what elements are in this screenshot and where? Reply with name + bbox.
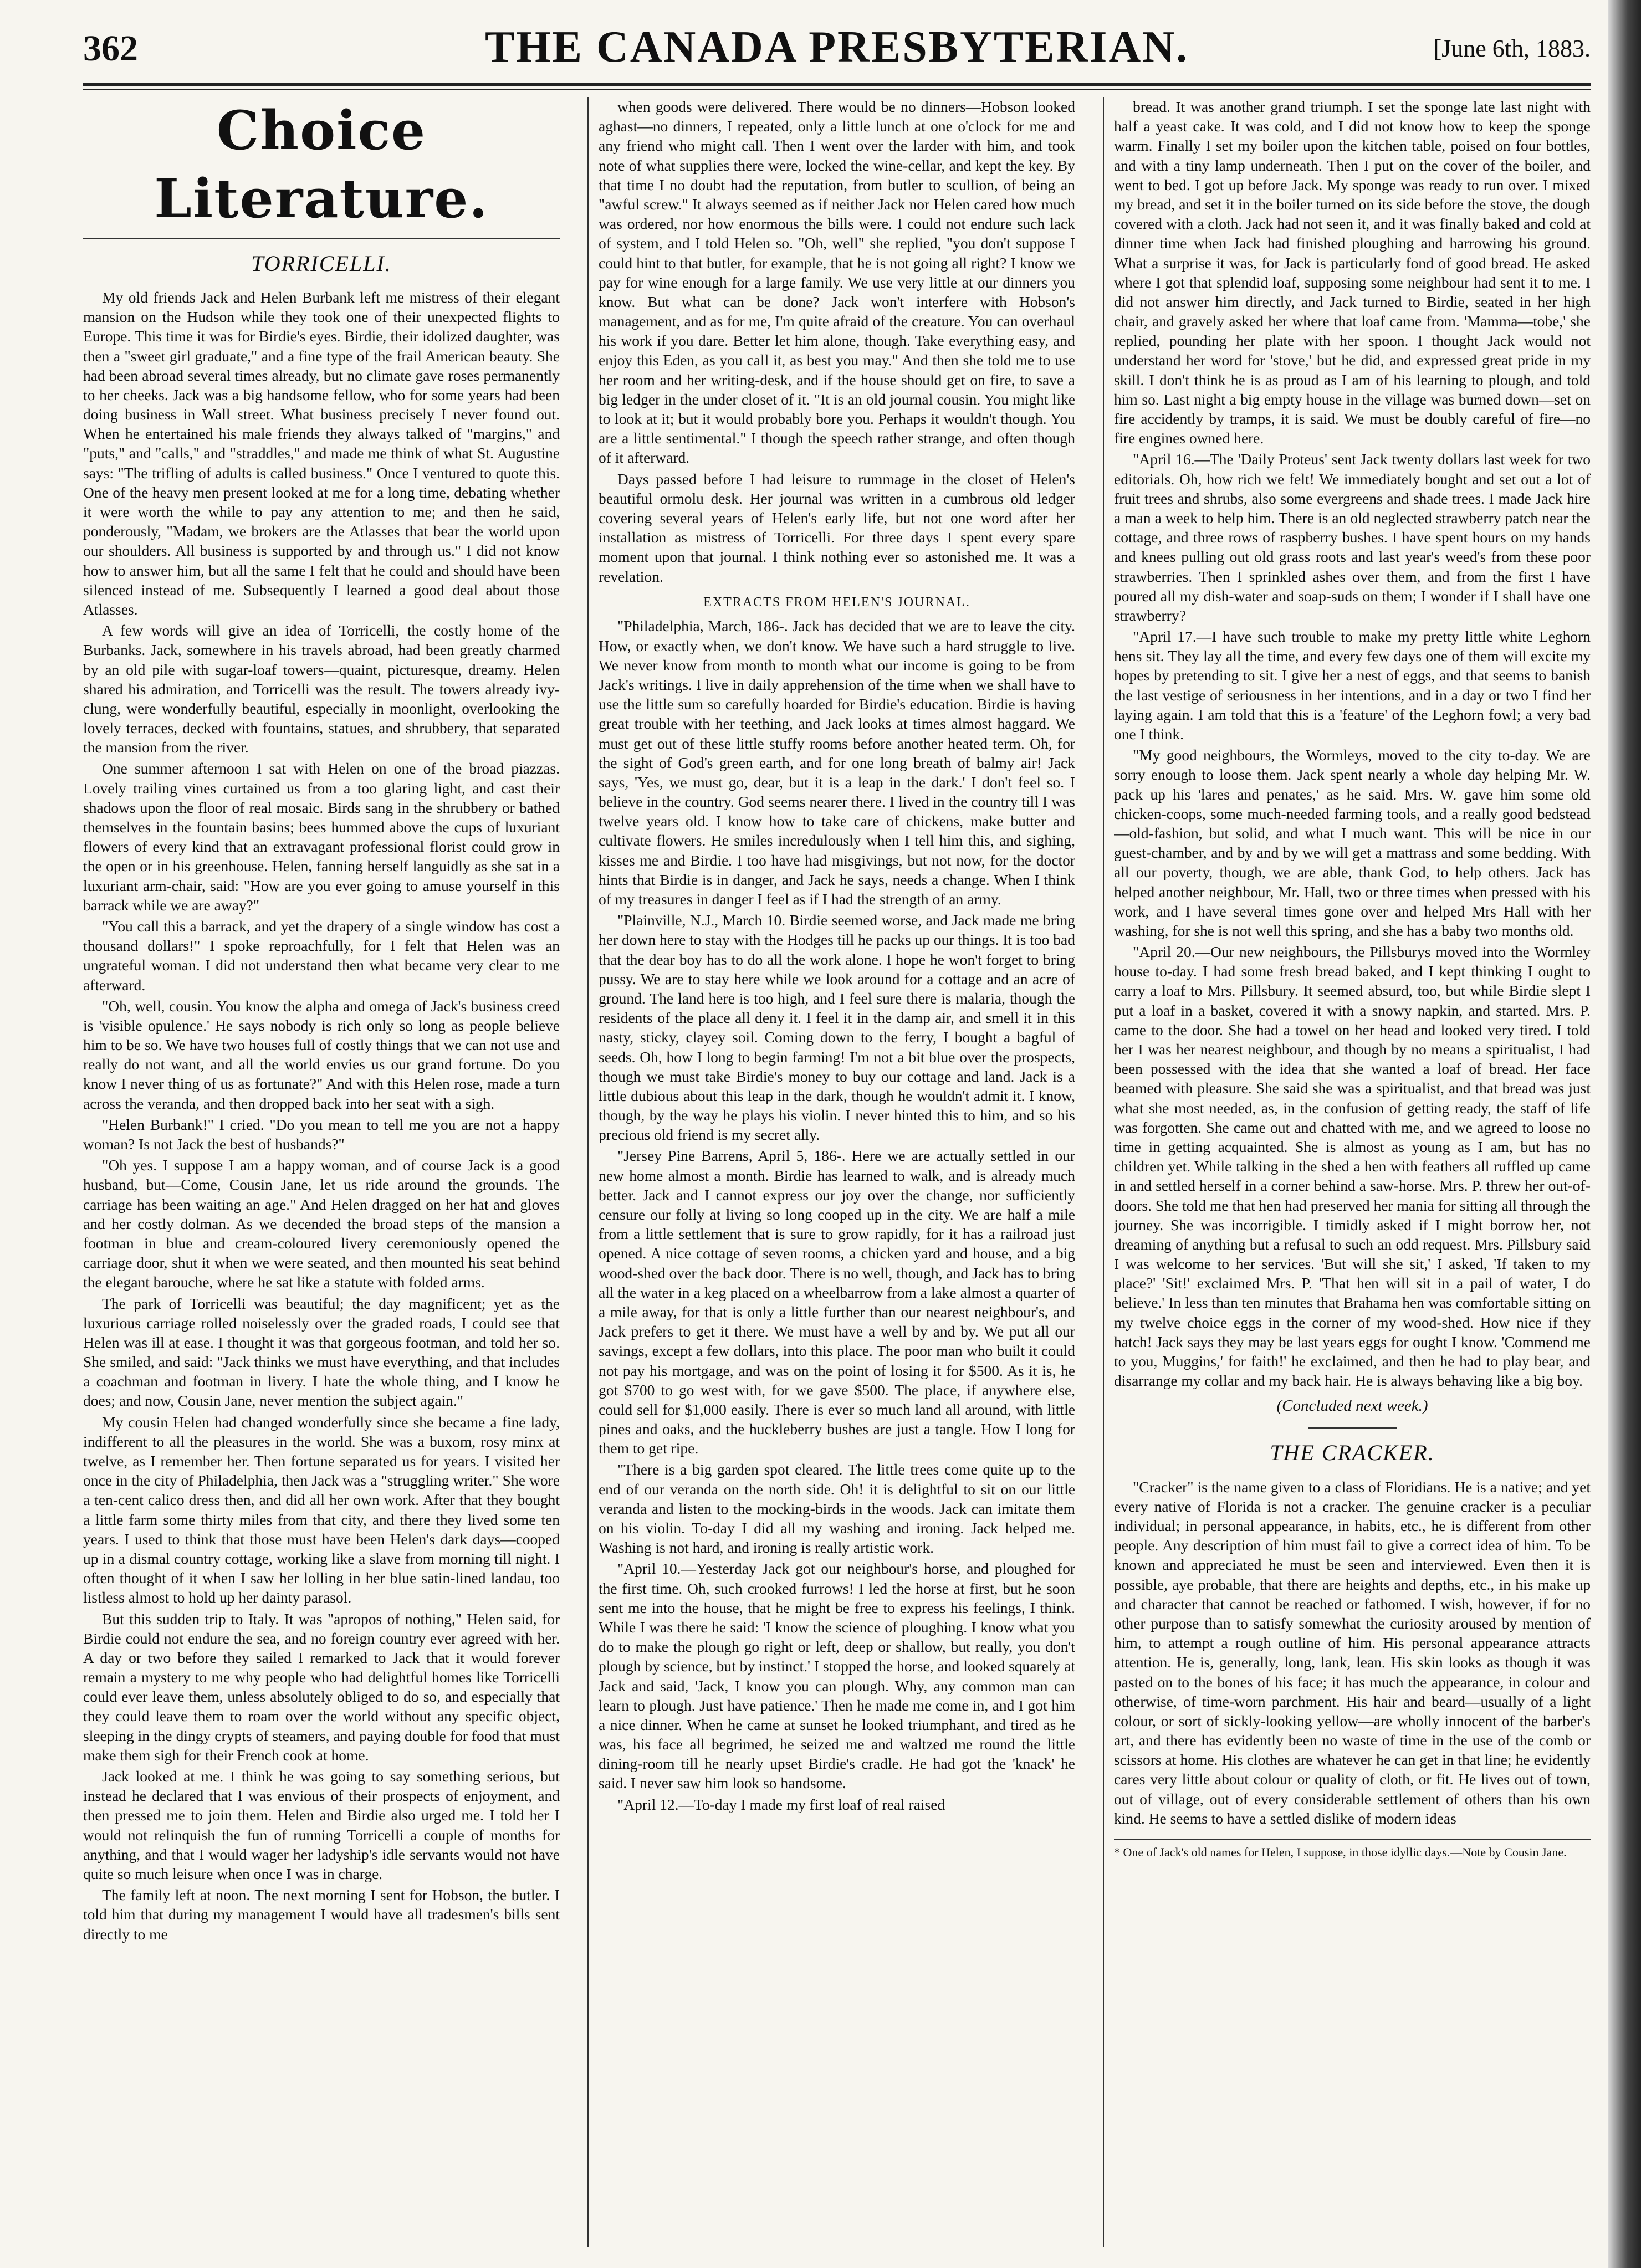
paragraph: "April 10.—Yesterday Jack got our neighbour's horse, and ploughed for the first time. Oh, such crooked furrows! I led the horse at first, but he soon sent me into the house, that he might be free to express his feelings, I think. While I was there he said: 'I know the science of ploughing. I know what you do to make the plough go right or left, deep or shallow, but really, you don't plough by science, but by instinct.' I stopped the horse, and looked squarely at Jack and said, 'Jack, I know you can plough. Why, any common man can learn to plough. Just have patience.' Then he made me come in, and I got him a nice dinner. When he came at sunset he looked triumphant, and tired as he was, his face all begrimed, he seized me and waltzed me round the little dining-room till he nearly upset Birdie's cradle. He had got the 'knack' he said. I never saw him look so handsome. xyxy=(599,1560,1075,1792)
paragraph: "April 16.—The 'Daily Proteus' sent Jack twenty dollars last week for two editorials. Oh, how rich we felt! We immediately bought and set out a lot of fruit trees and shrubs, also some evergreens and shade trees. I made Jack hire a man a week to help him. There is an old neglected strawberry patch near the cottage, and three rows of raspberry bushes. I have spent hours on my hands and knees pulling out old grass roots and last year's weed's from these poor strawberries. Then I sprinkled ashes over them, and from the first I have poured all my dish-water and soap-suds on them; I wonder if I shall have one strawberry? xyxy=(1114,450,1591,624)
page-header xyxy=(83,22,1591,83)
column-2 xyxy=(599,97,1075,2252)
header-rule-thin xyxy=(83,89,1591,90)
column-3-body xyxy=(1114,97,1591,1390)
article-separator xyxy=(1308,1427,1397,1429)
paragraph: "Philadelphia, March, 186-. Jack has decided that we are to leave the city. How, or exactly when, we don't know. We have such a hard struggle to live. We never know from month to month what our income is going to be from Jack's writings. I live in daily apprehension of the time when we shall have to use the little sum so carefully hoarded for Birdie's education. Birdie is having great trouble with her teething, and Jack looks at times almost haggard. We must get out of these little stuffy rooms before another heated term. Oh, for the sight of God's green earth, and for one long breath of balmy air! Jack says, 'Yes, we must go, dear, but it is a leap in the dark.' I don't feel so. I believe in the country. God seems nearer there. I lived in the country till I was twelve years old. I know how to take care of chickens, make butter and cultivate flowers. He smiles incredulously when I tell him this, and sighing, kisses me and Birdie. I too have had misgivings, but not now, for the doctor hints that Birdie is in danger, and Jack he says, needs a change. When I think of my treasures in danger I feel as if I had the strength of an army. xyxy=(599,617,1075,908)
column-1 xyxy=(83,97,560,2252)
footnote: * One of Jack's old names for Helen, I suppose, in those idyllic days.—Note by Cousin Jane. xyxy=(1114,1839,1591,1861)
paragraph: "Cracker" is the name given to a class of Floridians. He is a native; and yet every native of Florida is not a cracker. The genuine cracker is a peculiar individual; in personal appearance, in habits, etc., he is different from other people. Any description of him must fail to give a correct idea of him. To be known and appreciated he must be seen and interviewed. Even then it is possible, aye probable, that there are heights and depths, etc., in his make up and character that cannot be reached or fathomed. I wish, however, if for no other purpose than to satisfy somewhat the curiosity aroused by mention of him, to attempt a rough outline of him. His personal appearance attracts attention. He is, generally, long, lank, lean. His skin looks as though it was pasted on to the bones of his face; it has much the appearance, in colour and otherwise, of time-worn parchment. His hair and beard—usually of a light colour, or sort of sickly-looking yellow—are wholly innocent of the barber's art, and there has evidently been no waste of time in the use of the comb or scissors at home. His clothes are whatever he can get in that line; he evidently cares very little about colour or quality of cloth, or fit. He lives out of town, out of village, out of every considerable settlement of others than his own kind. He seems to have a settled dislike of modern ideas xyxy=(1114,1478,1591,1827)
paragraph: But this sudden trip to Italy. It was "apropos of nothing," Helen said, for Birdie could not endure the sea, and no foreign country ever agreed with her. A day or two before they sailed I remarked to Jack that it would forever remain a mystery to me why people who had delightful homes like Torricelli could ever leave them, unless absolutely obliged to do so, and especially that they could leave them to roam over the world without any specific object, sleeping in the dingy crypts of steamers, and paying double for food that must make them sigh for their French cook at home. xyxy=(83,1610,560,1764)
newspaper-title: THE CANADA PRESBYTERIAN. xyxy=(485,23,1189,71)
paragraph: The family left at noon. The next morning I sent for Hobson, the butler. I told him that during my management I would have all tradesmen's bills sent directly to me xyxy=(83,1886,560,1943)
article-2-title: THE CRACKER. xyxy=(1270,1440,1435,1466)
paragraph: One summer afternoon I sat with Helen on one of the broad piazzas. Lovely trailing vines curtained us from a too glaring light, and cast their shadows upon the floor of real mosaic. Birds sang in the shrubbery or bathed themselves in the fountain basins; bees hummed above the cups of luxuriant flowers of every kind that an extravagant professional florist could grow in the open or in his greenhouse. Helen, fanning herself languidly as she sat in a luxuriant arm-chair, said: "How are you ever going to amuse yourself in this barrack while we are away?" xyxy=(83,760,560,914)
paragraph: Days passed before I had leisure to rummage in the closet of Helen's beautiful ormolu desk. Her journal was written in a cumbrous old ledger covering several years of Helen's early life, but not one word after her installation as mistress of Torricelli. For three days I spent every spare moment upon that journal. I think nothing ever so astonished me. It was a revelation. xyxy=(599,470,1075,585)
section-masthead: Choice Literature. xyxy=(83,97,560,239)
continued-note: (Concluded next week.) xyxy=(1276,1397,1428,1415)
paragraph: "There is a big garden spot cleared. The little trees come quite up to the end of our veranda on the north side. Oh! it is delightful to sit on our little veranda and listen to the mocking-birds in the woods. Jack can imitate them on his violin. To-day I did all my washing and ironing. Jack helped me. Washing is not hard, and ironing is really artistic work. xyxy=(599,1461,1075,1557)
column-rule xyxy=(1103,97,1104,2247)
paragraph: "You call this a barrack, and yet the drapery of a single window has cost a thousand dollars!" I spoke reproachfully, for I felt that Helen was an ungrateful woman. I did not understand then what became very clear to me afterward. xyxy=(83,917,560,994)
paragraph: when goods were delivered. There would be no dinners—Hobson looked aghast—no dinners, I repeated, only a little lunch at one o'clock for me and any friend who might call. Then I went over the larder with him, and took note of what supplies there were, locked the wine-cellar, and kept the key. By that time I no doubt had the reputation, from butler to scullion, of being an "awful screw." It always seemed as if neither Jack nor Helen cared how much was ordered, nor how enormous the bills were. I could not endure such lack of system, and I told Helen so. "Oh, well" she replied, "you don't suppose I could hint to that butler, for example, that he is not going all right? I know we pay for wine enough for a large family. We use very little at our dinners you know. But what can be done? Jack won't interfere with Hobson's management, and as for me, I'm quite afraid of the creature. You can overhaul his work if you dare. Better let him alone, though. Take everything easy, and enjoy this Eden, as you call it, as best you may." And then she told me to use her room and her writing-desk, and if the house should get on fire, to save a big ledger in the under closet of it. "It is an old journal cousin. You might like to look at it; but it would probably bore you. Perhaps it wouldn't though. You are a little sentimental." I though the speech rather strange, and often though of it afterward. xyxy=(599,98,1075,467)
paragraph: "Oh yes. I suppose I am a happy woman, and of course Jack is a good husband, but—Come, Cousin Jane, let us ride around the grounds. The carriage has been waiting an age." And Helen dragged on her hat and gloves and her costly dolman. As we decended the broad steps of the mansion a footman in blue and cream-coloured livery ceremoniously opened the carriage door, shut it when we were seated, and then mounted his seat behind the elegant barouche, where he sat like a statute with folded arms. xyxy=(83,1156,560,1291)
paragraph: "My good neighbours, the Wormleys, moved to the city to-day. We are sorry enough to loose them. Jack spent nearly a whole day helping Mr. W. pack up his 'lares and penates,' as he said. Mrs. W. gave him some old chicken-coops, some much-needed farming tools, and a really good bedstead—old-fashion, but solid, and what I much want. This will be nice in our guest-chamber, and by and by we will get a mattrass and some bedding. With all our poverty, though, we are able, thank God, to help others. Jack has helped another neighbour, Mr. Hall, two or three times when pressed with his work, and I have several times gone over and helped Mrs Hall with her washing, for she is not well this spring, and she has a baby two months old. xyxy=(1114,746,1591,939)
issue-date: [June 6th, 1883. xyxy=(1433,35,1591,62)
journal-subheading: EXTRACTS FROM HELEN'S JOURNAL. xyxy=(703,595,970,610)
header-rule xyxy=(83,83,1591,86)
page-number: 362 xyxy=(83,28,138,69)
paragraph: "April 17.—I have such trouble to make my pretty little white Leghorn hens sit. They lay all the time, and every few days one of them will excite my hopes by pretending to sit. I give her a nest of eggs, and that seems to banish the last vestige of seriousness in her intentions, and in a day or two I find her laying again. I am told that this is a 'feature' of the Leghorn fowl; a very bad one I think. xyxy=(1114,628,1591,743)
paragraph: A few words will give an idea of Torricelli, the costly home of the Burbanks. Jack, somewhere in his travels abroad, had been greatly charmed by an old pile with sugar-loaf towers—quaint, picturesque, dreamy. Helen shared his admiration, and Torricelli was the result. The towers already ivy-clung, were wonderfully beautiful, especially in moonlight, overlooking the lovely terraces, decked with fountains, statues, and shrubbery, that separated the mansion from the river. xyxy=(83,622,560,756)
page-edge-scan xyxy=(1608,0,1641,2268)
paragraph: My old friends Jack and Helen Burbank left me mistress of their elegant mansion on the Hudson while they took one of their unexpected flights to Europe. This time it was for Birdie's eyes. Birdie, their idolized daughter, was then a "sweet girl graduate," and a fine type of the frail American beauty. She had been abroad several times already, but no climate gave roses permanently to her cheeks. Jack was a big handsome fellow, who for some years had been doing business in Wall street. What business precisely I never found out. When he entertained his male friends they always talked of "margins," and "puts," and "calls," and "straddles," and made me think of what St. Augustine says: "The trifling of adults is called business." Once I ventured to quote this. One of the heavy men present looked at me for a long time, debating whether it were worth the while to pay any attention to me; and then he said, ponderously, "Madam, we brokers are the Atlasses that bear the world upon our shoulders. All business is supported by and through us." I did not know how to answer him, but all the same I felt that he could and should have been silenced instead of me. Subsequently I learned a good deal about those Atlasses. xyxy=(83,288,560,618)
column-2-body xyxy=(599,97,1075,586)
article-title: TORRICELLI. xyxy=(251,250,392,276)
paragraph: "Jersey Pine Barrens, April 5, 186-. Here we are actually settled in our new home almost a month. Birdie has learned to walk, and is already much better. Jack and I cannot express our joy over the change, nor sufficiently censure our folly at living so long cooped up in the city. We are half a mile from a little settlement that is sure to grow rapidly, for it has a railroad just opened. A nice cottage of seven rooms, a chicken yard and house, and a big wood-shed over the back door. There is no well, though, and Jack has to bring all the water in a keg placed on a wheelbarrow from a lake almost a quarter of a mile away, for that is only a little further than our nearest neighbour's, and Jack prefers to get it there. We must have a well by and by. We put all our savings, except a few dollars, into this place. The poor man who built it could not pay his mortgage, and was on the point of losing it for $500. As it is, he got $700 to go west with, for we gave $500. The place, if anywhere else, could sell for $1,000 easily. There is ever so much land all around, with little pines and oaks, and the huckleberry bushes are just a tangle. How I long for them to get ripe. xyxy=(599,1147,1075,1457)
paragraph: "Oh, well, cousin. You know the alpha and omega of Jack's business creed is 'visible opulence.' He says nobody is rich only so long as people believe him to be so. We have two houses full of costly things that we can not use and really do not want, and all the world envies us our grand fortune. Do you know I never thing of us as fortunate?" And with this Helen rose, made a turn across the veranda, and then dropped back into her seat with a sigh. xyxy=(83,997,560,1112)
paragraph: "Plainville, N.J., March 10. Birdie seemed worse, and Jack made me bring her down here to stay with the Hodges till he packs up our things. It is too bad that the dear boy has to do all the work alone. I hope he won't forget to bring pussy. We are to stay here while we look around for a cottage and an acre of ground. The land here is too high, and I feel sure there is malaria, though the residents of the place all deny it. I feel it in the damp air, and smell it in this nasty, sticky, clayey soil. Coming down to the ferry, I bought a bagful of seeds. Oh, how I long to begin farming! I'm not a bit blue over the prospects, though we must take Birdie's money to buy our cottage and land. Jack is a little dubious about this leap in the dark, though he wouldn't admit it. I know, though, by the way he plays his violin. I never hinted this to him, and so his precious old friend is my secret ally. xyxy=(599,912,1075,1144)
journal-entries xyxy=(599,616,1075,1814)
paragraph: Jack looked at me. I think he was going to say something serious, but instead he declared that I was envious of their prospects of enjoyment, and then pressed me to join them. Helen and Birdie also urged me. I told her I would not relinquish the fun of running Torricelli a couple of months for anything, and that I would wager her ladyship's idle servants would not have quite so much leisure when once I was in charge. xyxy=(83,1768,560,1882)
column-rule xyxy=(587,97,589,2247)
paragraph: "April 12.—To-day I made my first loaf of real raised xyxy=(617,1795,945,1813)
paragraph: My cousin Helen had changed wonderfully since she became a fine lady, indifferent to all the pleasures in the world. She was a buxom, rosy minx at twelve, as I remember her. Then fortune separated us for years. I visited her once in the city of Philadelphia, then Jack was a "struggling writer." She wore a ten-cent calico dress then, and did all her own work. After that they bought a little farm some thirty miles from that city, and there they lived some ten years. I used to think that those must have been Helen's dark days—cooped up in a dismal country cottage, working like a slave from morning till night. I often thought of it when I saw her lolling in her blue satin-lined landau, too listless almost to hold up her dainty parasol. xyxy=(83,1413,560,1606)
column-3 xyxy=(1114,97,1591,2252)
paragraph: "Helen Burbank!" I cried. "Do you mean to tell me you are not a happy woman? Is not Jack the best of husbands?" xyxy=(83,1115,560,1153)
article-2-body xyxy=(1114,1477,1591,1828)
paragraph: bread. It was another grand triumph. I set the sponge late last night with half a yeast cake. It was cold, and I did not know how to keep the sponge warm. Finally I set my boiler upon the kitchen table, poised on four bottles, and with a tiny lamp underneath. Then I put on the cover of the boiler, and went to bed. I got up before Jack. My sponge was ready to run over. I mixed my bread, and set it in the boiler turned on its side before the stove, the dough covered with a cloth. Jack had not seen it, and it was finally baked and cold at dinner time when Jack had finished ploughing and harrowing his ground. What a surprise it was, for Jack is particularly fond of good bread. He asked where I got that splendid loaf, supposing some neighbour had sent it to me. I did not answer him directly, and Jack turned to Birdie, seated in her high chair, and gravely asked her where that loaf came from. 'Mamma—tobe,' she replied, pounding her plate with her spoon. I thought Jack would not understand her word for 'stove,' but he did, and expressed great pride in my skill. I don't think he is as proud as I am of his learning to plough, and told him so. Last night a big empty house in the village was burned down—set on fire accidently by tramps, it is said. We must be doubly careful of fire—no fire engines owned here. xyxy=(1114,98,1591,447)
paragraph: The park of Torricelli was beautiful; the day magnificent; yet as the luxurious carriage rolled noiselessly over the graded roads, I could see that Helen was ill at ease. I thought it was that gorgeous footman, and told her so. She smiled, and said: "Jack thinks we must have everything, and that includes a coachman and footman in livery. I hate the whole thing, and I know he does; and now, Cousin Jane, never mention the subject again." xyxy=(83,1294,560,1410)
paragraph: "April 20.—Our new neighbours, the Pillsburys moved into the Wormley house to-day. I had some fresh bread baked, and I kept thinking I ought to carry a loaf to Mrs. Pillsbury. It seemed absurd, too, but while Birdie slept I put a loaf in a basket, covered it with a snowy napkin, and started. Mrs. P. came to the door. She had a towel on her head and looked very tired. I told her I was her nearest neighbour, and though by no means a spiritualist, I had been possessed with the idea that she wanted a loaf of bread. Her face beamed with pleasure. She said she was a spiritualist, and that bread was just what she most needed, as, in the confusion of getting ready, the staff of life was forgotten. She came out and chatted with me, and we agreed to loose no time in getting acquainted. She is almost as young as I am, but has no children yet. While talking in the shed a hen with feathers all ruffled up came in and settled herself in a corner behind a saw-horse. Mrs. P. threw her out-of-doors. She told me that hen had preserved her mania for sitting all through the journey. She was incorrigible. I timidly asked if I might borrow her, not dreaming of anything but a refusal to such an odd request. Mrs. Pillsbury said I was welcome to her services. 'But will she sit,' I asked, 'If taken to my place?' 'Sit!' exclaimed Mrs. P. 'That hen will sit in a pail of water, I do believe.' In less than ten minutes that Brahama hen was comfortable sitting on my twelve choice eggs in the corner of my wood-shed. How nice if they hatch! Jack says they may be last years eggs for ought I know. 'Commend me to you, Muggins,' for faith!' he exclaimed, and then he had to play bear, and disarrange my collar and my back hair. He is always behaving like a big boy. xyxy=(1114,943,1591,1390)
column-1-body xyxy=(83,288,560,1944)
